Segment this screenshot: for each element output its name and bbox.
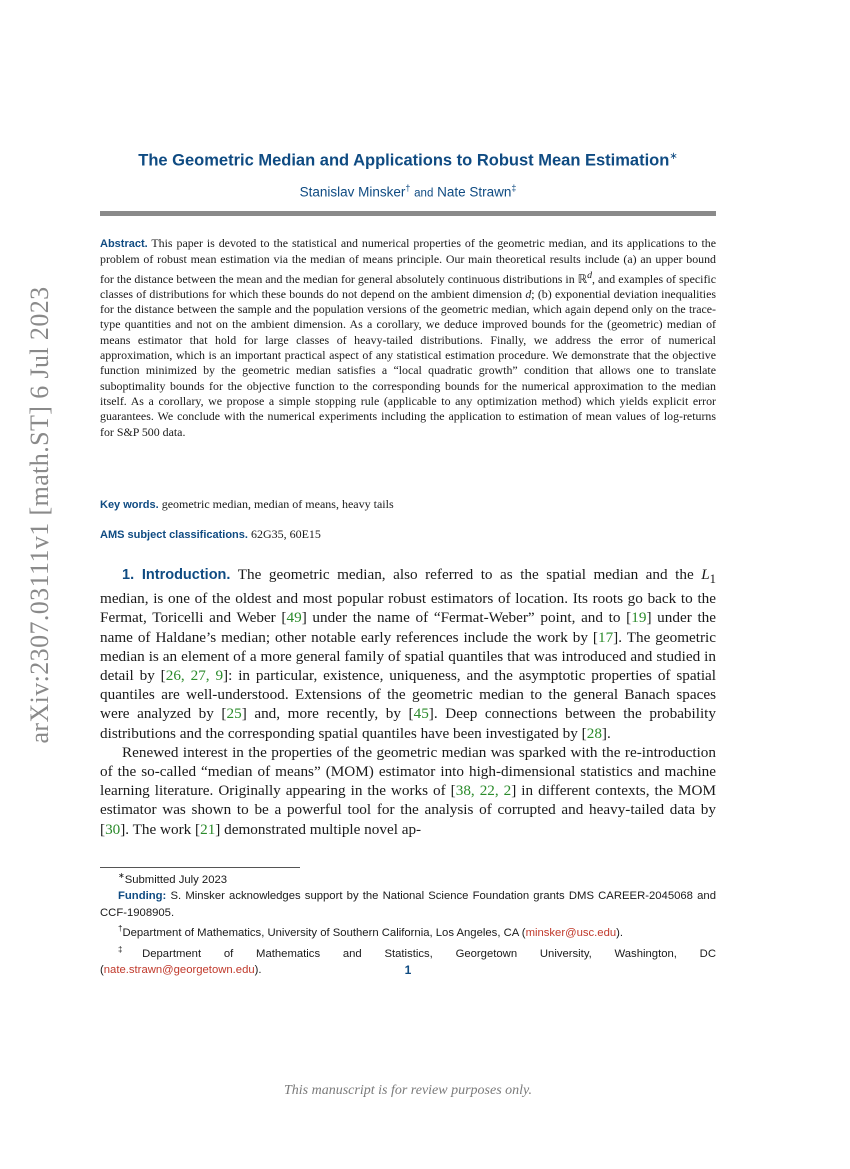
paper-title (100, 151, 716, 171)
dimension-exponent: d (587, 269, 593, 281)
footnote-text: Department of Mathematics and Statistics, Georgetown University, Washington, DC (142, 947, 716, 960)
citation-link[interactable]: 38, 22, 2 (455, 782, 512, 800)
abstract-text-1: This paper is devoted to the statistical and numerical properties of the geometric median, and its applications to the problem of robust mean estimation via the median of means principle. Our main theoretical results include (a) an upper bound for the distance between the mean and the median for general absolutely continuous distributions in (100, 236, 716, 286)
intro-text: ] and, more recently, by [ (241, 705, 414, 723)
footnote-mark: ∗ (118, 871, 125, 880)
email-link-minsker[interactable]: minsker@usc.edu (525, 927, 617, 940)
funding-text: S. Minsker acknowledges support by the National Science Foundation grants DMS CAREER-2045068 and CCF-1908905. (100, 890, 716, 919)
intro-text: ]. (601, 724, 611, 742)
intro-text: ]. The geometric median is an element of a more general family of spatial quantiles that was introduced and studied in detail by [ (100, 628, 716, 685)
intro-text: ]: in particular, existence, uniqueness, and the asymptotic properties of spatial quantiles are well-understood. Extensions of the geometric median to the general Banach spaces were analyzed by [ (100, 667, 716, 723)
l1-subscript: 1 (709, 572, 716, 587)
footnotes (100, 868, 716, 978)
footnote-mark: † (118, 924, 123, 934)
citation-link[interactable]: 25 (226, 705, 242, 723)
abstract-text-3: ; (b) exponential deviation inequalities for the distance between the sample and the population versions of the geometric median, which again depend only on the trace-type quantities and not on the ambient dimension. As a corollary, we deduce improved bounds for the (geometric) median of means estimator that hold for large classes of heavy-tailed distributions. Finally, we address the error of numerical approximation, which is an important practical aspect of any statistical estimation procedure. We demonstrate that the objective function minimized by the geometric median satisfies a “local quadratic growth” condition that allows one to translate suboptimality bounds for the objective function to the corresponding bounds for the numerical approximation to the median itself. As a corollary, we propose a simple stopping rule (applicable to any optimization method) which yields explicit error guarantees. We conclude with the numerical experiments including the application to estimation of mean values of log-returns for S&P 500 data. (100, 286, 716, 439)
page-number: 1 (404, 963, 412, 977)
footnote-text: Submitted July 2023 (124, 873, 228, 886)
intro-text: Renewed interest in the properties of the geometric median was sparked with the re-introduction of the so-called “median of means” (MOM) estimator into high-dimensional statistics and machine learning literature. Originally appearing in the works of [ (100, 743, 716, 800)
ams-label: AMS subject classifications. (100, 529, 248, 541)
abstract-label: Abstract. (100, 238, 148, 250)
intro-text: ] in different contexts, the MOM estimator was shown to be a powerful tool for the analysis of corrupted and heavy-tailed data by [ (100, 782, 716, 838)
author-strawn: Nate Strawn (437, 184, 512, 200)
footnote-text: ). (616, 927, 624, 940)
author-strawn-mark: ‡ (511, 183, 517, 193)
email-link-strawn[interactable]: nate.strawn@georgetown.edu (103, 963, 255, 976)
keywords-label: Key words. (100, 499, 159, 511)
footnote-submitted (100, 868, 716, 888)
title-text: The Geometric Median and Applications to Robust Mean Estimation (138, 151, 670, 170)
citation-link[interactable]: 45 (413, 705, 429, 723)
footnote-text: ). (254, 963, 262, 976)
citation-link[interactable]: 28 (586, 724, 602, 742)
intro-text: ] under the name of “Fermat-Weber” point, and to [ (301, 609, 632, 627)
intro-text: ]. The work [ (120, 820, 201, 838)
author-minsker-mark: † (405, 183, 411, 193)
footnote-mark: ‡ (118, 944, 143, 954)
intro-text: ] under the name of Haldane’s median; other notable early references include the work by [ (100, 609, 717, 646)
real-space-symbol: ℝ (577, 271, 588, 286)
intro-paragraph-1 (100, 565, 716, 743)
citation-link[interactable]: 17 (597, 628, 614, 646)
intro-text: median, is one of the oldest and most popular robust estimators of location. Its roots go back to the Fermat, Toricelli and Weber [ (100, 590, 716, 627)
author-line (100, 183, 716, 200)
intro-paragraph-2 (100, 743, 716, 839)
footnote-funding (100, 888, 716, 921)
title-rule (100, 211, 716, 216)
funding-label: Funding: (118, 890, 167, 903)
author-conjunction: and (414, 187, 434, 200)
intro-text: The geometric median, also referred to as the spatial median and the (237, 566, 702, 583)
footnote-text: ( (100, 963, 104, 976)
footnote-georgetown (100, 942, 716, 962)
title-footnote-mark: ∗ (669, 151, 678, 162)
keywords (100, 497, 716, 512)
keywords-text: geometric median, median of means, heavy tails (161, 497, 394, 511)
abstract-text-2: , and examples of specific classes of distributions for which these bounds do not depend on the ambient dimension (100, 271, 716, 301)
citation-link[interactable]: 30 (105, 820, 121, 838)
author-minsker: Stanislav Minsker (299, 184, 406, 200)
citation-link[interactable]: 19 (631, 609, 647, 627)
section-heading: 1. Introduction. (122, 567, 231, 583)
intro-text: ]. Deep connections between the probability distributions and the corresponding spatial quantiles have been investigated by [ (100, 705, 716, 742)
dimension-symbol: d (525, 286, 532, 301)
citation-link[interactable]: 21 (200, 820, 216, 838)
ams-classifications (100, 527, 716, 542)
abstract (100, 236, 716, 440)
citation-link[interactable]: 26, 27, 9 (165, 667, 224, 685)
intro-text: ] demonstrated multiple novel ap- (215, 820, 422, 838)
introduction-section (100, 565, 716, 839)
review-notice: This manuscript is for review purposes only. (284, 1083, 532, 1098)
footnote-text: Department of Mathematics, University of Southern California, Los Angeles, CA ( (122, 927, 526, 940)
arxiv-identifier: arXiv:2307.03111v1 [math.ST] 6 Jul 2023 (25, 286, 54, 744)
citation-link[interactable]: 49 (286, 609, 302, 627)
l1-symbol: L (701, 566, 710, 583)
ams-text: 62G35, 60E15 (250, 527, 321, 541)
footnote-usc (100, 921, 716, 941)
